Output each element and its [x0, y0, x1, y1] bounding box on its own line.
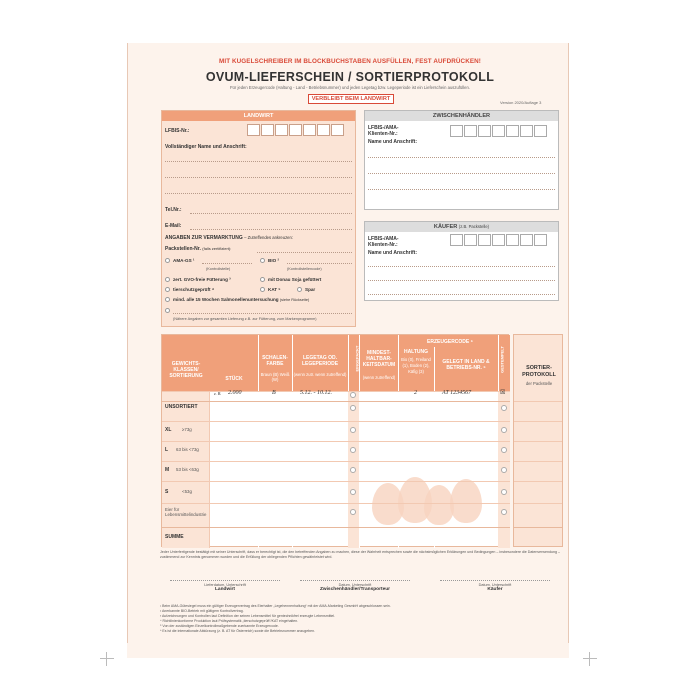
packstelle-hint: (falls zertifiziert):	[202, 246, 232, 251]
spar-label: Spar	[305, 287, 316, 292]
l-gestempelt-radio[interactable]	[501, 447, 507, 453]
row-sub-s: <53g	[182, 489, 192, 494]
zwischenhaendler-lfbis-field[interactable]	[450, 125, 547, 137]
kaeufer-name-line[interactable]	[368, 294, 555, 295]
industrie-eingepackt-radio[interactable]	[350, 509, 356, 515]
footnote: ⁶ Es ist die internationale Abkürzung (z. B. AT für Österreich) sowie die Betriebsnummer anzugeben.	[160, 629, 315, 633]
col-stueck: STÜCK	[210, 376, 258, 382]
ama-gs-radio[interactable]	[165, 258, 170, 263]
row-label-xl: XL	[165, 427, 172, 433]
row-sub-xl: ≥73g	[182, 427, 192, 432]
spar-radio[interactable]	[297, 287, 302, 292]
row-label-unsortiert: UNSORTIERT	[165, 404, 198, 410]
landwirt-name-line[interactable]	[165, 177, 352, 178]
document-subtitle: Für jeden Erzeugercode (Haltung - Land - Betriebsnummer) und jeden Legetag bzw. Legeperiode ist ein Lieferschein auszufüllen.	[230, 85, 470, 90]
xl-gestempelt-radio[interactable]	[501, 427, 507, 433]
bio-field[interactable]	[287, 263, 352, 264]
footnotes	[160, 604, 560, 634]
col-schalenfarbe: SCHALEN-FARBE	[258, 355, 292, 367]
side-row-divider	[514, 461, 562, 462]
bio-radio[interactable]	[260, 258, 265, 263]
col-legetag-sub: (wenn zutr. wenn zutreffend)	[293, 372, 347, 377]
kaeufer-section	[364, 221, 559, 301]
sortier-table	[161, 334, 509, 547]
example-prefix: z. B.	[214, 391, 222, 396]
zwischenhaendler-heading: ZWISCHENHÄNDLER	[365, 111, 558, 121]
col-mhd-sub: (wenn zutreffend)	[360, 375, 398, 380]
kaeufer-heading	[365, 222, 558, 232]
crop-mark	[100, 652, 114, 666]
vermarktung-label	[165, 235, 293, 241]
kaeufer-title: KÄUFER	[433, 224, 458, 230]
row-label-l: L	[165, 447, 169, 453]
landwirt-lfbis-label: LFBIS-Nr.:	[165, 128, 190, 134]
row-label-m: M	[165, 467, 170, 473]
other-field[interactable]	[173, 313, 352, 314]
l-eingepackt-radio[interactable]	[350, 447, 356, 453]
side-row-divider	[514, 503, 562, 504]
signature-kaeufer-role: Käufer	[487, 587, 503, 592]
kaeufer-name-line[interactable]	[368, 266, 555, 267]
row-divider	[162, 441, 510, 442]
salmonellen-radio[interactable]	[165, 297, 170, 302]
sortierprotokoll-panel	[513, 334, 563, 547]
zwischenhaendler-name-label: Name und Anschrift:	[368, 139, 417, 145]
kat-radio[interactable]	[260, 287, 265, 292]
row-sub-m: 53 bis <63g	[176, 467, 199, 472]
other-radio[interactable]	[165, 308, 170, 313]
landwirt-email-field[interactable]	[190, 229, 352, 230]
landwirt-tel-field[interactable]	[190, 213, 352, 214]
bio-label: BIO ²	[268, 258, 279, 263]
gvo-radio[interactable]	[165, 277, 170, 282]
packstelle-title: Packstellen-Nr.	[165, 246, 201, 252]
col-legetag: LEGETAG OD. LEGEPERIODE	[292, 355, 348, 367]
col-haltung: HALTUNG	[398, 349, 434, 355]
signature-zwischenhaendler-role: Zwischenhändler/Transporteur	[319, 587, 391, 592]
landwirt-email-label: E-Mail:	[165, 223, 182, 229]
row-divider	[162, 527, 510, 528]
example-legetag: 5.12. - 10.12.	[300, 390, 332, 396]
col-divider	[209, 391, 210, 548]
packstelle-field[interactable]	[257, 252, 352, 253]
margin-line-right	[568, 43, 569, 643]
footnote: ² Anerkannte BIO-Betrieb mit gültigem Kontrollvertrag.	[160, 609, 244, 613]
kat-label: KAT ⁵	[268, 287, 281, 292]
example-schale: B	[272, 390, 276, 396]
landwirt-tel-label: Tel.Nr.:	[165, 207, 182, 213]
kaeufer-lfbis-label: LFBIS-/AMA-Klienten-Nr.:	[368, 236, 399, 248]
xl-eingepackt-radio[interactable]	[350, 427, 356, 433]
other-hint: (Nähere Angaben zur gesamten Lieferung z.B. zur Fütterung, zum Markenprogramm)	[173, 317, 317, 321]
side-row-divider	[514, 401, 562, 402]
row-divider	[162, 461, 510, 462]
row-divider	[162, 401, 510, 402]
s-eingepackt-radio[interactable]	[350, 489, 356, 495]
col-schalenfarbe-sub: Braun (B) Weiß (W)	[258, 372, 292, 382]
landwirt-heading: LANDWIRT	[162, 111, 355, 121]
unsortiert-gestempelt-radio[interactable]	[501, 405, 507, 411]
vermarktung-title: ANGABEN ZUR VERMARKTUNG	[165, 235, 243, 241]
col-haltung-sub: Bio (0), Freiland (1), Boden (2), Käfig (3)	[398, 357, 434, 375]
example-haltung: 2	[414, 390, 417, 396]
row-label-summe: SUMME	[165, 534, 184, 540]
ama-gs-field[interactable]	[202, 263, 252, 264]
example-eingepackt-radio[interactable]	[350, 392, 356, 398]
kaeufer-name-line[interactable]	[368, 280, 555, 281]
s-gestempelt-radio[interactable]	[501, 489, 507, 495]
signature-zwischenhaendler-hint: Datum, Unterschrift	[338, 583, 372, 587]
document-title: OVUM-LIEFERSCHEIN / SORTIERPROTOKOLL	[205, 70, 495, 84]
salmonellen-hint: (siehe Rückseite)	[279, 298, 310, 302]
side-row-divider	[514, 441, 562, 442]
keep-with-farmer-label: VERBLEIBT BEIM LANDWIRT	[308, 94, 394, 104]
version-label: Version 2020/Auflage 3	[500, 100, 542, 105]
m-gestempelt-radio[interactable]	[501, 467, 507, 473]
row-sub-l: 63 bis <73g	[176, 447, 199, 452]
row-divider	[162, 481, 510, 482]
vermarktung-hint: – Zutreffendes ankreuzen:	[244, 235, 293, 240]
m-eingepackt-radio[interactable]	[350, 467, 356, 473]
landwirt-lfbis-field[interactable]	[247, 124, 344, 136]
kontrollstellencode-hint: (Kontrollstellencode)	[287, 267, 322, 271]
kaeufer-hint: (z.B. Packstelle)	[458, 224, 490, 229]
footnote: ³ Aufzeichnungen und Kontrollen laut Definition der seinen Lebensmittel für gentechnikfrei erzeugte Lebensmittel.	[160, 614, 336, 618]
zwischenhaendler-section	[364, 110, 559, 210]
tierschutz-radio[interactable]	[165, 287, 170, 292]
declaration-text: Jeder Unterfertigende bestätigt mit seiner Unterschrift, dass er berechtigt ist, die den betreffenden Angaben zu machen, diese der Wahrheit entsprechen sowie die nächstmöglichen Erklärungen und Bedingungen – insbesondere die Datenverwendung – zustimmend zur Kenntnis genommen wurden und die Erfüllung der obliegenden Pflichten gewährleistet wird.	[160, 550, 560, 559]
sortierprotokoll-label: SORTIER-PROTOKOLL	[522, 365, 556, 378]
landwirt-name-line[interactable]	[165, 161, 352, 162]
margin-line-left	[127, 43, 128, 643]
row-label-s: S	[165, 489, 169, 495]
side-row-divider	[514, 481, 562, 482]
signature-landwirt-hint: Lieferdatum, Unterschrift	[204, 583, 246, 587]
col-gelegt: GELEGT IN LAND & BETRIEBS-NR. ⁶	[434, 359, 498, 371]
col-eingepackt: EINGEPACKT	[354, 345, 360, 372]
kaeufer-lfbis-field[interactable]	[450, 234, 547, 246]
salmonellen-label: mind. alle 15 Wochen Salmonellenuntersuchung	[173, 297, 279, 302]
zwischenhaendler-name-line[interactable]	[368, 189, 555, 190]
zwischenhaendler-name-line[interactable]	[368, 157, 555, 158]
example-gelegt: AT 1234567	[442, 390, 472, 396]
tierschutz-label: tierschutzgeprüft ⁴	[173, 287, 215, 292]
col-gestempelt: GESTEMPELT	[499, 346, 505, 373]
kontrollstelle-hint: (Kontrollstelle)	[206, 267, 231, 271]
fill-instruction: MIT KUGELSCHREIBER IM BLOCKBUCHSTABEN AUSFÜLLEN, FEST AUFDRÜCKEN!	[219, 58, 481, 65]
example-gestempelt-mark: ☒	[500, 390, 506, 396]
row-divider	[162, 503, 510, 504]
gvo-label: zert. GVO-freie Fütterung ³	[173, 277, 231, 282]
zwischenhaendler-name-line[interactable]	[368, 173, 555, 174]
industrie-gestempelt-radio[interactable]	[501, 509, 507, 515]
ama-gs-label: AMA-GS ¹	[173, 258, 195, 263]
sortierprotokoll-sub: der Packstelle	[525, 381, 553, 386]
zwischenhaendler-lfbis-label: LFBIS-/AMA-Klienten-Nr.:	[368, 125, 399, 137]
landwirt-name-line[interactable]	[165, 193, 352, 194]
landwirt-section	[161, 110, 356, 327]
signature-landwirt[interactable]	[170, 580, 280, 592]
signature-zwischenhaendler[interactable]	[300, 580, 410, 592]
footnote: ¹ Beim AMA-Gütesiegel muss ein gültiger Erzeugervertrag des Eierhalter „Legehennenhaltung“ mit der AMA-Marketing GesmbH abgeschlossen sein.	[160, 604, 391, 608]
kaeufer-name-label: Name und Anschrift:	[368, 250, 417, 256]
packstelle-label	[165, 246, 231, 252]
footnote: ⁵ Von der zuständigen Einzelkontrollmaßgebende zuerkannte Erzeugercode.	[160, 624, 279, 628]
salmonellen-option	[173, 297, 309, 302]
footnote: ⁴ Richtlinienkonforme Produktion laut Prüfsystematik „tierschutzgeprüft“/KAT eingehalten.	[160, 619, 299, 623]
soja-label: mit Donau Soja gefüttert	[268, 277, 322, 282]
signature-landwirt-role: Landwirt	[215, 587, 235, 592]
landwirt-name-label: Vollständiger Name und Anschrift:	[165, 144, 247, 150]
erzeugercode-heading: ERZEUGERCODE ⁶	[398, 339, 502, 345]
row-sub-industrie: Eier für Lebensmittelindustrie	[165, 507, 207, 517]
col-mhd: MINDEST-HALTBAR-KEITSDATUM	[360, 350, 398, 368]
unsortiert-eingepackt-radio[interactable]	[350, 405, 356, 411]
row-divider	[162, 421, 510, 422]
soja-radio[interactable]	[260, 277, 265, 282]
crop-mark	[583, 652, 597, 666]
signature-kaeufer-hint: Datum, Unterschrift	[478, 583, 512, 587]
side-row-divider	[514, 421, 562, 422]
col-gewicht: GEWICHTS-KLASSEN/ SORTIERUNG	[164, 361, 208, 379]
egg-watermark	[450, 479, 482, 523]
side-row-divider	[514, 527, 562, 528]
example-stueck: 2.000	[228, 390, 242, 396]
signature-kaeufer[interactable]	[440, 580, 550, 592]
